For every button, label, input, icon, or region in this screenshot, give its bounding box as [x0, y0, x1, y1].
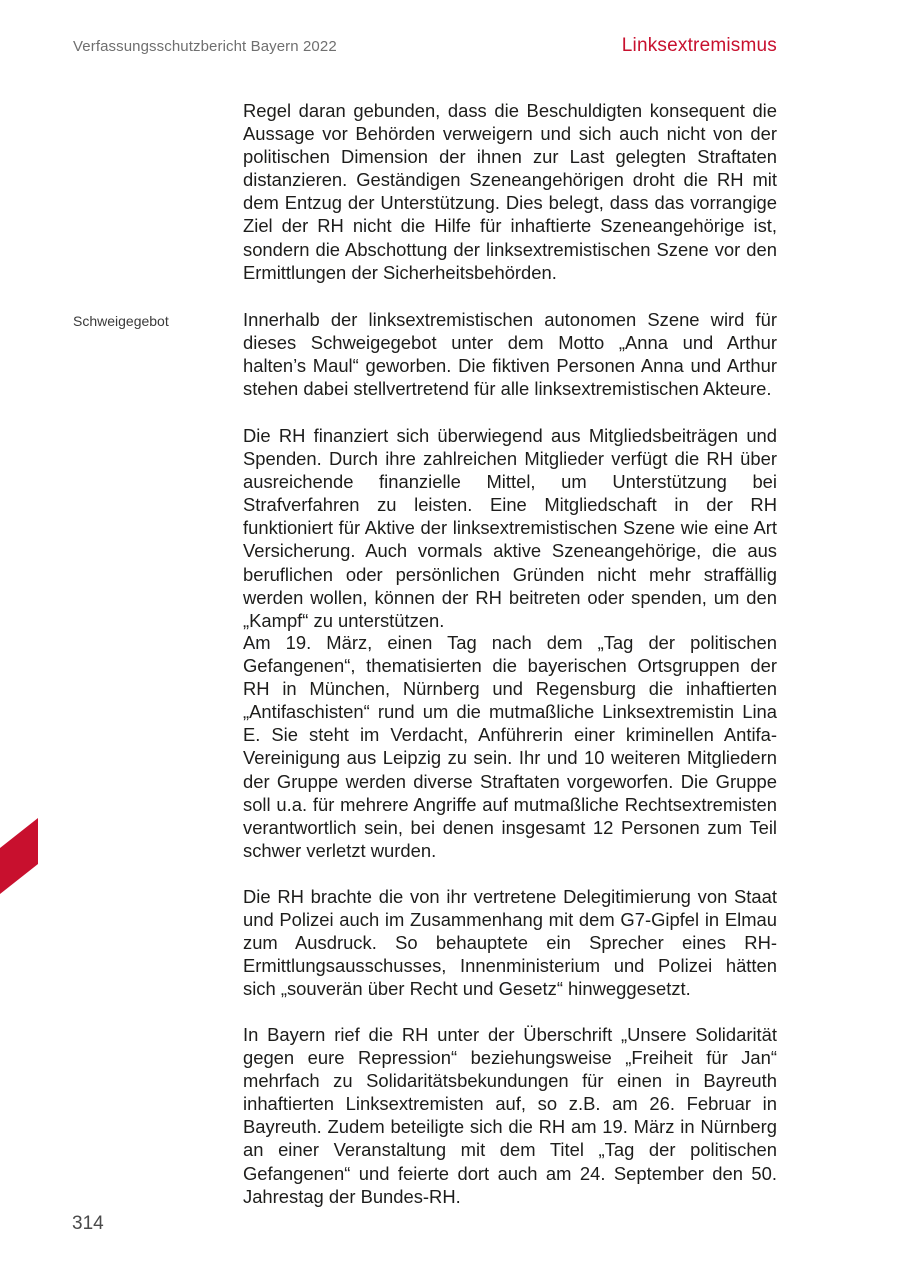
publication-title: Verfassungsschutzbericht Bayern 2022: [73, 38, 337, 55]
chapter-marker-tab: [0, 818, 38, 894]
paragraph-2: [243, 308, 777, 400]
margin-note-schweigegebot: Schweigegebot: [73, 313, 169, 329]
paragraph-text: Am 19. März, einen Tag nach dem „Tag der politischen Gefangenen“, thematisierten die bayerischen Ortsgruppen der RH in München, Nürnberg und Regensburg die inhaftierten „Antifaschisten“ rund um die mutmaßliche Linksextremistin Lina E. Sie steht im Verdacht, Anführerin einer kriminellen Antifa-Vereinigung aus Leipzig zu sein. Ihr und 10 weiteren Mitgliedern der Gruppe werden diverse Straftaten vorgeworfen. Die Gruppe soll u.a. für mehrere Angriffe auf mutmaßliche Rechtsextremisten verantwortlich sein, bei denen insgesamt 12 Personen zum Teil schwer verletzt wurden.: [243, 632, 777, 861]
paragraph-6: [243, 1023, 777, 1208]
chapter-title: Linksextremismus: [621, 35, 777, 56]
paragraph-4: [243, 631, 777, 862]
paragraph-text: Die RH finanziert sich überwiegend aus Mitgliedsbeiträgen und Spenden. Durch ihre zahlreichen Mitglieder verfügt die RH über ausreichende finanzielle Mittel, um Unterstützung bei Strafverfahren zu leisten. Eine Mitgliedschaft in der RH funktioniert für Aktive der linksextremistischen Szene wie eine Art Versicherung. Auch vormals aktive Szeneangehörige, die aus beruflichen oder persönlichen Gründen nicht mehr straffällig werden wollen, können der RH beitreten oder spenden, um den „Kampf“ zu unterstützen.: [243, 425, 777, 631]
paragraph-text: In Bayern rief die RH unter der Überschrift „Unsere Solidarität gegen eure Repression“ beziehungsweise „Freiheit für Jan“ mehrfach zu Solidaritätsbekundungen für einen in Bayreuth inhaftierten Linksextremisten auf, so z.B. am 26. Februar in Bayreuth. Zudem beteiligte sich die RH am 19. März in Nürnberg an einer Veranstaltung mit dem Titel „Tag der politischen Gefangenen“ und feierte dort auch am 24. September den 50. Jahrestag der Bundes-RH.: [243, 1024, 777, 1207]
paragraph-3: [243, 424, 777, 632]
paragraph-text: Regel daran gebunden, dass die Beschuldigten konsequent die Aussage vor Behörden verweigern und sich auch nicht von der politischen Dimension der ihnen zur Last gelegten Straftaten distanzieren. Geständigen Szeneangehörigen droht die RH mit dem Entzug der Unterstützung. Dies belegt, dass das vorrangige Ziel der RH nicht die Hilfe für inhaftierte Szeneangehörige ist, sondern die Abschottung der linksextremistischen Szene vor den Ermittlungen der Sicherheitsbehörden.: [243, 100, 777, 283]
paragraph-1: [243, 99, 777, 284]
paragraph-text: Innerhalb der linksextremistischen autonomen Szene wird für dieses Schweigegebot unter dem Motto „Anna und Arthur halten’s Maul“ geworben. Die fiktiven Personen Anna und Arthur stehen dabei stellvertretend für alle linksextremistischen Akteure.: [243, 309, 777, 400]
paragraph-5: [243, 885, 777, 1000]
paragraph-text: Die RH brachte die von ihr vertretene Delegitimierung von Staat und Polizei auch im Zusammenhang mit dem G7-Gipfel in Elmau zum Ausdruck. So behauptete ein Sprecher eines RH-Ermittlungsausschusses, Innenministerium und Polizei hätten sich „souverän über Recht und Gesetz“ hinweggesetzt.: [243, 886, 777, 1000]
page-number: 314: [72, 1213, 104, 1234]
